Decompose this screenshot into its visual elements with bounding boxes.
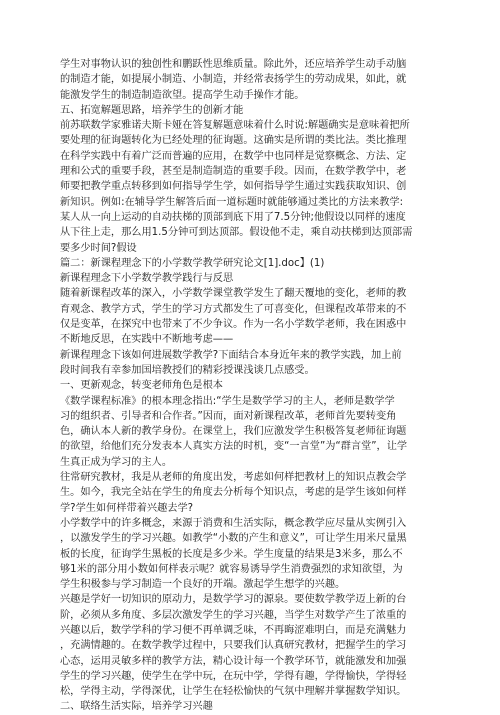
- text-line: 生真正成为学习的主人。: [60, 456, 173, 468]
- section-heading: 一、更新观念，转变老师角色是根本: [60, 380, 223, 392]
- text-line: 在科学实践中有着广泛而普遍的应用，在数学中也同样是觉察概念、方法、定: [60, 150, 407, 162]
- text-line: 随着新课程改革的深入，小学数学课堂教学发生了翻天覆地的变化，老师的教: [60, 288, 407, 300]
- section-heading: 五、拓宽解题思路，培养学生的创新才能: [60, 104, 244, 116]
- text-line: ，充满情趣的。在数学教学过程中，只要我们认真研究教材，把握学生的学习: [60, 640, 407, 652]
- text-line: 学生对事物认识的独创性和鹏跃性思维质量。除此外，还应培养学生动手动脑: [60, 59, 407, 70]
- article-heading: 篇二：新课程理念下的小学数学教学研究论文[1].doc】(1): [60, 257, 325, 269]
- text-line: 兴趣以后，数学学科的学习便不再单调乏味，不再晦涩难明白，而是充满魅力: [60, 624, 407, 636]
- text-line: 从下往上走，那么用1.5分钟可到达顶部。假设他不走，乘自动扶梯到达顶部需: [60, 227, 413, 239]
- text-line: 仅是变革，在探究中也带来了不少争议。作为一名小学数学老师，我在困惑中: [60, 319, 407, 331]
- section-heading: 二、联络生活实际，培养学习兴趣: [60, 701, 213, 713]
- text-line: 松，学得主动，学得深优，让学生在轻松愉快的气氛中理解并掌握数学知识。: [60, 686, 407, 698]
- text-line: 理和公式的重要手段，甚至是制造制造的重要手段。因而，在数学教学中，老: [60, 166, 407, 178]
- article-title: 新课程理念下小学数学教学践行与反思: [60, 273, 234, 285]
- text-line: 新知识。例如:在辅导学生解答后面一道标题时就能够通过类比的方法来教学:: [60, 196, 404, 208]
- text-line: 色，确认本人新的教学身份。在课堂上，我们应激发学生积极答复老师征询题: [60, 426, 407, 438]
- text-line: 要处理的征询题转化为已经处理的征询题。这确实是所谓的类比法。类比推理: [60, 135, 407, 147]
- text-line: 够1米的部分用小数如何样表示呢？就容易诱导学生消费强烈的求知欲望，为: [60, 563, 403, 575]
- text-line: 某人从一向上运动的自动扶梯的顶部到底下用了7.5分钟;他假设以同样的速度: [60, 211, 406, 223]
- text-line: 兴趣是学好一切知识的原动力，是数学学习的源泉。要使数学教学迈上新的台: [60, 594, 407, 606]
- text-line: 心态，运用灵敏多样的教学方法，精心设计每一个教学环节，就能激发和加强: [60, 655, 407, 667]
- text-line: 新课程理念下该如何进展数学教学?下面结合本身近年来的教学实践，加上前: [60, 349, 402, 361]
- text-line: 阶，必须从多角度、多层次激发学生的学习兴趣，当学生对数学产生了浓重的: [60, 609, 407, 621]
- text-line: 不断地反思，在实践中不断地考虑——: [60, 334, 234, 346]
- text-line: 学生的学习兴趣，使学生在学中玩，在玩中学，学得有趣，学得愉快，学得轻: [60, 670, 407, 682]
- text-line: 育观念、教学方式，学生的学习方式都发生了可喜变化，但课程改革带来的不: [60, 303, 407, 315]
- text-line: 段时间我有幸参加国培教授们的精彩授课浅谈几点感受。: [60, 364, 315, 376]
- text-line: 前苏联数学家雅诺夫斯卡娅在答复解题意味着什么时说:解题确实是意味着把所: [60, 120, 410, 132]
- text-line: 《数学课程标准》的根本理念指出:“学生是数学学习的主人，老师是数学学: [60, 395, 395, 407]
- text-line: 往常研究教材，我是从老师的角度出发，考虑如何样把教材上的知识点教会学: [60, 472, 407, 484]
- text-line: 的欲望，给他们充分发表本人真实方法的时机，变“一言堂”为“群言堂”，让学: [60, 441, 408, 453]
- text-line: 板的长度，征询学生黑板的长度是多少米。学生度量的结果是3米多，那么不: [60, 548, 403, 560]
- text-line: 的制造才能，如提展小制造、小制造，并经常表扬学生的劳动成果，如此，就: [60, 74, 407, 86]
- text-line: 师要把教学重点转移到如何指导学生学，如何指导学生通过实践获取知识、创: [60, 181, 407, 193]
- text-line: 生。如今，我完全站在学生的角度去分析每个知识点，考虑的是学生该如何样: [60, 487, 407, 499]
- text-line: ，以激发学生的学习兴趣。如教学“小数的产生和意义”，可让学生用米尺量黑: [60, 533, 407, 545]
- text-line: 能激发学生的制造制造欲望。提高学生动手操作才能。: [60, 89, 305, 101]
- text-line: 学?学生如何样带着兴趣去学?: [60, 502, 194, 514]
- text-line: 学生积极参与学习制造一个良好的开端。激起学生想学的兴趣。: [60, 579, 346, 591]
- text-line: 要多少时间?假设: [60, 242, 137, 254]
- text-line: 习的组织者、引导者和合作者。”因而，面对新课程改革，老师首先要转变角: [60, 410, 397, 422]
- text-line: 小学数学中的许多概念，来源于消费和生活实际，概念教学应尽量从实例引入: [60, 517, 407, 529]
